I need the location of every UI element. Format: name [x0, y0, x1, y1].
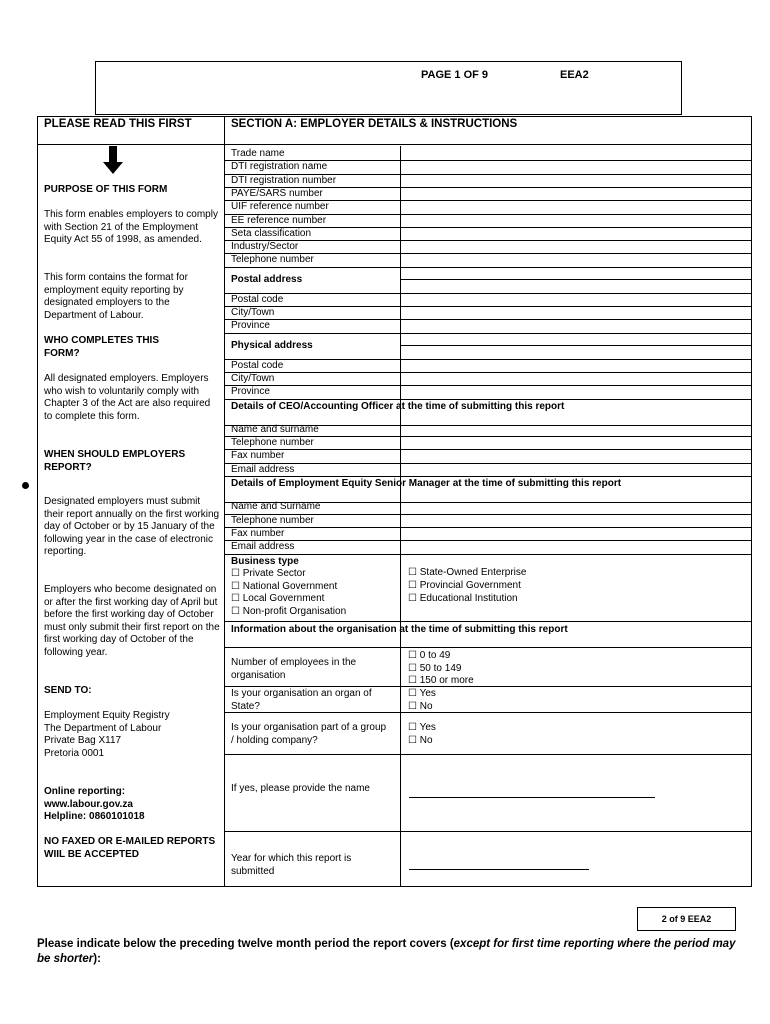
business-type-option[interactable]: ☐ Private Sector — [231, 567, 306, 579]
employer-field-input[interactable] — [401, 160, 751, 173]
employer-field-input[interactable] — [401, 253, 751, 266]
header-divider — [37, 144, 752, 145]
physical-field-label: Postal code — [231, 359, 284, 371]
eesm-field-label: Fax number — [231, 527, 285, 539]
postal-field-label: City/Town — [231, 307, 275, 318]
num-employees-label: Number of employees in the organisation — [231, 657, 357, 681]
postal-field-input[interactable] — [401, 293, 751, 306]
ceo-field-label: Telephone number — [231, 436, 314, 448]
group-name-fill-line — [409, 797, 655, 798]
eesm-field-input[interactable] — [401, 500, 751, 513]
employer-field-label: UIF reference number — [231, 201, 329, 213]
when-heading: WHEN SHOULD EMPLOYERS REPORT? — [44, 449, 186, 473]
postal-field-label: Province — [231, 320, 270, 332]
employer-field-label: EE reference number — [231, 214, 327, 226]
employer-field-label: DTI registration number — [231, 174, 337, 186]
down-arrow-icon — [103, 146, 123, 174]
num-employees-option[interactable]: ☐ 50 to 149 — [408, 662, 462, 674]
who-heading: WHO COMPLETES THIS FORM? — [44, 335, 159, 359]
no-fax-notice: NO FAXED OR E-MAILED REPORTS WIIL BE ACCEPTED — [44, 836, 216, 860]
employer-field-input[interactable] — [401, 147, 751, 160]
ceo-field-input[interactable] — [401, 436, 751, 449]
ceo-field-input[interactable] — [401, 423, 751, 436]
group-name-input[interactable] — [401, 754, 751, 830]
postal-heading: Postal address — [231, 273, 303, 285]
employer-field-input[interactable] — [401, 174, 751, 187]
ceo-field-input[interactable] — [401, 449, 751, 462]
employer-field-label: Seta classification — [231, 227, 312, 239]
ceo-field-label: Name and surname — [231, 423, 319, 435]
period-instruction: Please indicate below the preceding twelve month period the report covers (except for first time reporting where the period may be shorter): — [37, 938, 736, 965]
group-company-label: Is your organisation part of a group / holding company? — [231, 722, 387, 746]
employer-field-input[interactable] — [401, 187, 751, 200]
business-type-option[interactable]: ☐ Local Government — [231, 593, 325, 605]
org-info-heading: Information about the organisation at the time of submitting this report — [231, 624, 568, 635]
eesm-field-label: Name and Surname — [231, 501, 321, 513]
employer-field-input[interactable] — [401, 227, 751, 240]
page-number-box: 2 of 9 EEA2 — [637, 907, 736, 931]
num-employees-option[interactable]: ☐ 150 or more — [408, 675, 474, 686]
business-type-option[interactable]: ☐ Educational Institution — [408, 592, 518, 604]
business-type-option[interactable]: ☐ National Government — [231, 580, 338, 592]
report-year-fill-line — [409, 869, 589, 870]
physical-field-input[interactable] — [401, 385, 751, 398]
send-address: Employment Equity Registry The Department of Labour Private Bag X117 Pretoria 0001 — [44, 710, 170, 759]
purpose-heading: PURPOSE OF THIS FORM — [44, 184, 168, 195]
business-type-option[interactable]: ☐ State-Owned Enterprise — [408, 567, 527, 579]
employer-field-label: Telephone number — [231, 254, 314, 266]
employer-field-label: DTI registration name — [231, 161, 328, 173]
read-first-title: PLEASE READ THIS FIRST — [44, 118, 192, 130]
employer-field-input[interactable] — [401, 214, 751, 227]
send-heading: SEND TO: — [44, 685, 92, 696]
physical-field-input[interactable] — [401, 372, 751, 385]
row-line — [224, 712, 752, 713]
group-company-option[interactable]: ☐ No — [408, 734, 433, 746]
purpose-text-1: This form enables employers to comply with Section 21 of the Employment Equity Act 55 of 1998, as amended. — [44, 209, 218, 246]
row-line — [400, 345, 752, 346]
physical-field-input[interactable] — [401, 359, 751, 372]
who-text: All designated employers. Employers who wish to voluntarily comply with Chapter 3 of the Act are also required to complete this form. — [44, 373, 211, 422]
row-line — [400, 279, 752, 280]
row-line — [224, 647, 752, 648]
num-employees-option[interactable]: ☐ 0 to 49 — [408, 650, 451, 661]
employer-field-input[interactable] — [401, 240, 751, 253]
eesm-field-input[interactable] — [401, 540, 751, 553]
postal-field-input[interactable] — [401, 319, 751, 332]
physical-field-label: Province — [231, 386, 270, 398]
when-text-2: Employers who become designated on or after the first working day of April but before the first working day of October must only submit their first report on the first working day of October of the following year. — [44, 584, 220, 658]
eesm-field-label: Email address — [231, 541, 295, 553]
physical-heading: Physical address — [231, 339, 313, 351]
postal-field-label: Postal code — [231, 293, 284, 305]
business-type-option[interactable]: ☐ Non-profit Organisation — [231, 606, 347, 618]
purpose-text-2: This form contains the format for employment equity reporting by designated employers to the Department of Labour. — [44, 272, 188, 321]
eesm-field-input[interactable] — [401, 527, 751, 540]
eesm-heading: Details of Employment Equity Senior Manager at the time of submitting this report — [231, 478, 622, 490]
form-code: EEA2 — [560, 69, 589, 81]
report-year-label: Year for which this report is submitted — [231, 853, 352, 877]
group-name-label: If yes, please provide the name — [231, 783, 370, 794]
header-box — [95, 61, 682, 115]
row-line — [224, 621, 752, 622]
group-company-option[interactable]: ☐ Yes — [408, 722, 436, 733]
bullet-icon — [22, 482, 29, 489]
postal-field-input[interactable] — [401, 306, 751, 319]
ceo-field-label: Fax number — [231, 450, 285, 462]
business-type-option[interactable]: ☐ Provincial Government — [408, 580, 521, 591]
employer-field-label: PAYE/SARS number — [231, 187, 323, 199]
physical-field-label: City/Town — [231, 372, 275, 384]
report-year-input[interactable] — [401, 831, 751, 886]
employer-field-input[interactable] — [401, 200, 751, 213]
ceo-heading: Details of CEO/Accounting Officer at the time of submitting this report — [231, 400, 565, 412]
section-a-title: SECTION A: EMPLOYER DETAILS & INSTRUCTIONS — [231, 118, 518, 130]
online-reporting: Online reporting: www.labour.gov.za Helpline: 0860101018 — [44, 786, 145, 823]
when-text-1: Designated employers must submit their report annually on the first working day of October or by 15 January of the following year in the case of electronic reporting. — [44, 496, 220, 558]
ceo-field-label: Email address — [231, 463, 295, 475]
business-type-heading: Business type — [231, 555, 299, 567]
employer-field-label: Industry/Sector — [231, 241, 299, 253]
organ-of-state-option[interactable]: ☐ No — [408, 700, 433, 712]
organ-of-state-option[interactable]: ☐ Yes — [408, 688, 436, 699]
organ-of-state-label: Is your organisation an organ of State? — [231, 688, 372, 712]
page-label: PAGE 1 OF 9 — [421, 69, 489, 81]
eesm-field-label: Telephone number — [231, 514, 314, 526]
eesm-field-input[interactable] — [401, 514, 751, 527]
ceo-field-input[interactable] — [401, 463, 751, 476]
employer-field-label: Trade name — [231, 148, 285, 159]
